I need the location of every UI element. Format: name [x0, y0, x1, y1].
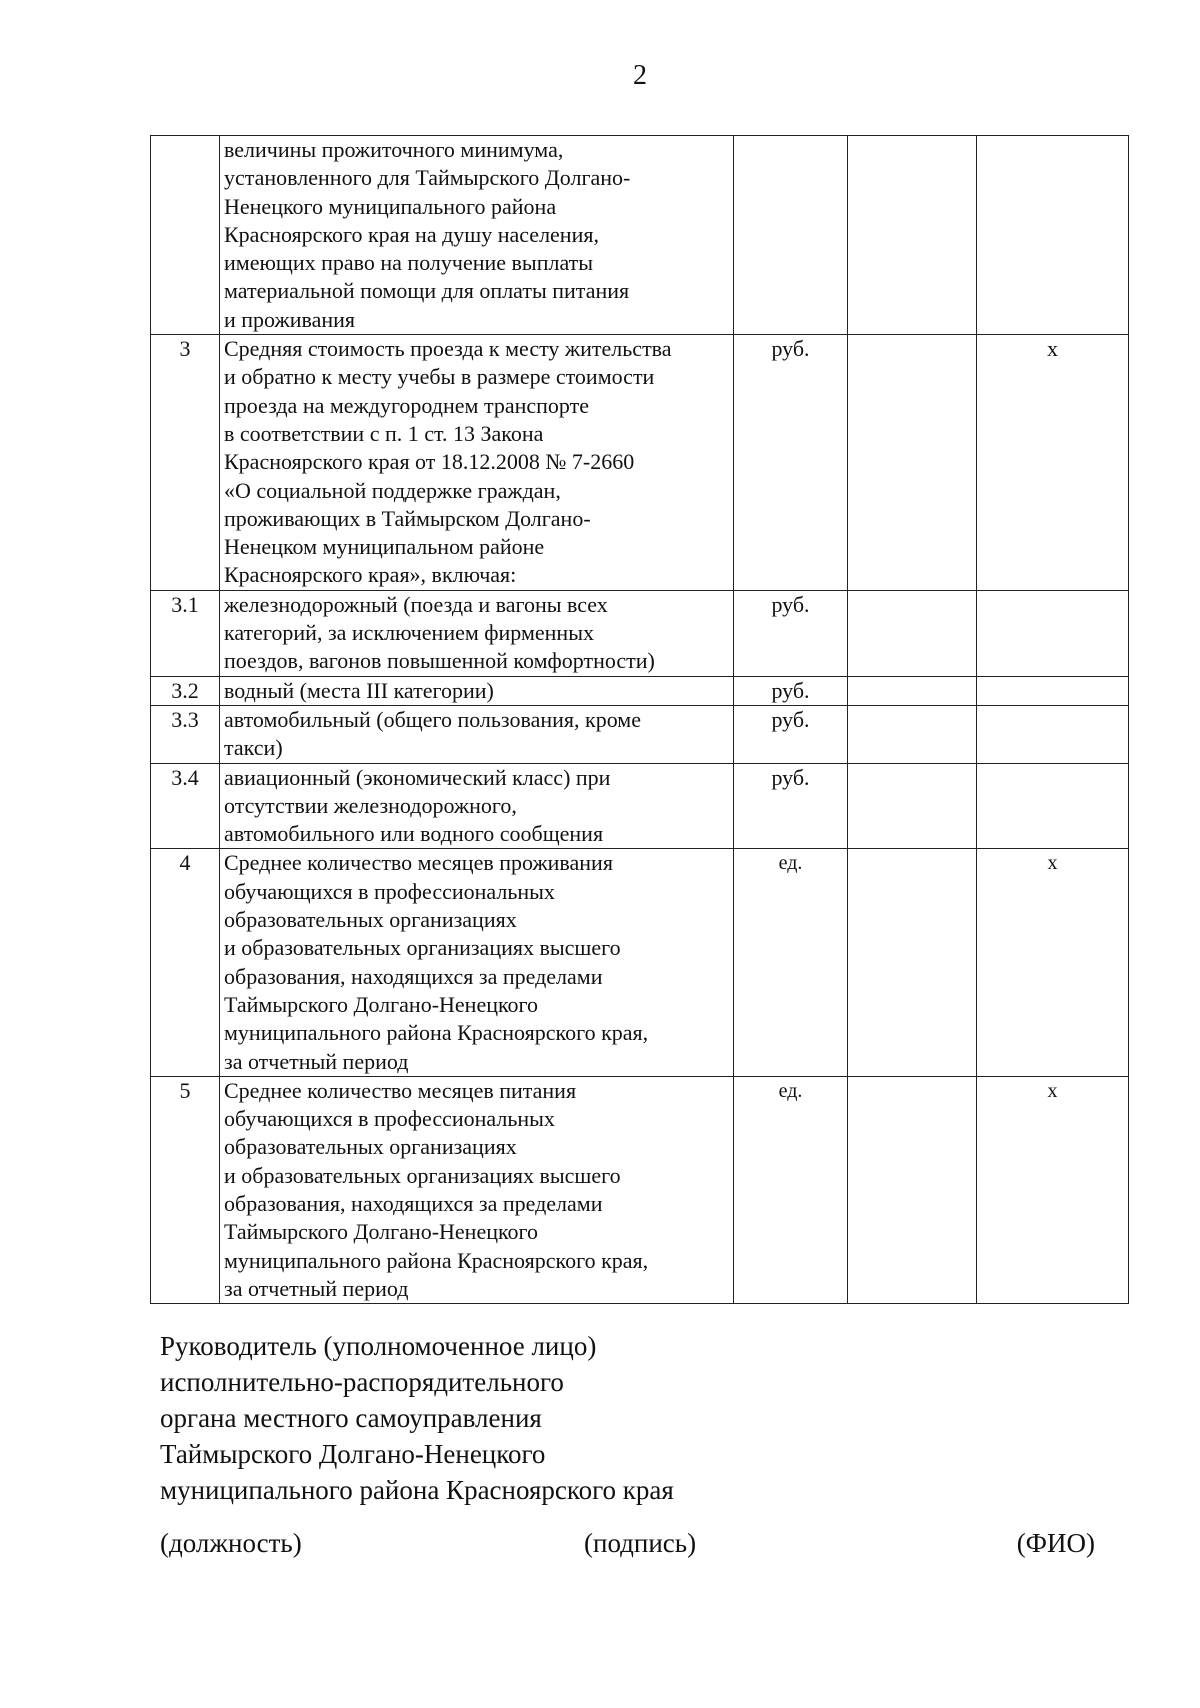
- row-number: 3.4: [151, 763, 220, 849]
- table-row: [151, 1076, 1129, 1303]
- row-value: [848, 590, 977, 676]
- row-unit: руб.: [734, 335, 848, 591]
- row-description: железнодорожный (поезда и вагоны всех категорий, за исключением фирменных поездов, вагонов повышенной комфортности): [220, 590, 734, 676]
- row-total: [977, 590, 1129, 676]
- row-number: 3.3: [151, 705, 220, 763]
- signature-label: (подпись): [584, 1528, 697, 1558]
- signatory-title: [160, 1328, 674, 1508]
- row-description: Среднее количество месяцев проживания обучающихся в профессиональных образовательных организациях и образовательных организациях высшего образования, находящихся за пределами Таймырского Долгано-Ненецкого муниципального района Красноярского края, за отчетный период: [220, 849, 734, 1076]
- row-unit: руб.: [734, 763, 848, 849]
- row-value: [848, 849, 977, 1076]
- row-value: [848, 136, 977, 335]
- row-value: [848, 676, 977, 705]
- row-value: [848, 763, 977, 849]
- row-description: Средняя стоимость проезда к месту жительства и обратно к месту учебы в размере стоимости проезда на междугороднем транспорте в соответствии с п. 1 ст. 13 Закона Красноярского края от 18.12.2008 № 7-2660 «О социальной поддержке граждан, проживающих в Таймырском Долгано- Ненецком муниципальном районе Красноярского края», включая:: [220, 335, 734, 591]
- full-name-label: (ФИО): [1016, 1528, 1095, 1558]
- row-unit: ед.: [734, 1076, 848, 1303]
- row-number: 4: [151, 849, 220, 1076]
- table-row: [151, 849, 1129, 1076]
- row-total: x: [977, 1076, 1129, 1303]
- row-unit: руб.: [734, 676, 848, 705]
- row-total: x: [977, 849, 1129, 1076]
- report-table: [150, 135, 1129, 1304]
- table-row: [151, 590, 1129, 676]
- table-row: [151, 335, 1129, 591]
- row-number: 3.1: [151, 590, 220, 676]
- row-unit: руб.: [734, 590, 848, 676]
- row-description: автомобильный (общего пользования, кроме такси): [220, 705, 734, 763]
- row-number: 5: [151, 1076, 220, 1303]
- row-unit: ед.: [734, 849, 848, 1076]
- table-row: [151, 676, 1129, 705]
- position-label: (должность): [160, 1528, 302, 1558]
- row-unit: [734, 136, 848, 335]
- row-number: 3.2: [151, 676, 220, 705]
- row-description: водный (места III категории): [220, 676, 734, 705]
- signatory-line: муниципального района Красноярского края: [160, 1475, 674, 1505]
- signatory-line: органа местного самоуправления: [160, 1403, 542, 1433]
- row-description: авиационный (экономический класс) при отсутствии железнодорожного, автомобильного или водного сообщения: [220, 763, 734, 849]
- row-description: величины прожиточного минимума, установленного для Таймырского Долгано- Ненецкого муниципального района Красноярского края на душу населения, имеющих право на получение выплаты материальной помощи для оплаты питания и проживания: [220, 136, 734, 335]
- row-value: [848, 705, 977, 763]
- row-total: [977, 136, 1129, 335]
- table-row: [151, 763, 1129, 849]
- row-unit: руб.: [734, 705, 848, 763]
- row-number: 3: [151, 335, 220, 591]
- table-row: [151, 136, 1129, 335]
- row-total: [977, 676, 1129, 705]
- signatory-line: Руководитель (уполномоченное лицо): [160, 1331, 597, 1361]
- signatory-line: Таймырского Долгано-Ненецкого: [160, 1439, 546, 1469]
- page-number: 2: [633, 60, 647, 91]
- row-total: x: [977, 335, 1129, 591]
- row-total: [977, 705, 1129, 763]
- row-number: [151, 136, 220, 335]
- signatory-line: исполнительно-распорядительного: [160, 1367, 564, 1397]
- row-value: [848, 1076, 977, 1303]
- row-total: [977, 763, 1129, 849]
- row-description: Среднее количество месяцев питания обучающихся в профессиональных образовательных организациях и образовательных организациях высшего образования, находящихся за пределами Таймырского Долгано-Ненецкого муниципального района Красноярского края, за отчетный период: [220, 1076, 734, 1303]
- row-value: [848, 335, 977, 591]
- table-row: [151, 705, 1129, 763]
